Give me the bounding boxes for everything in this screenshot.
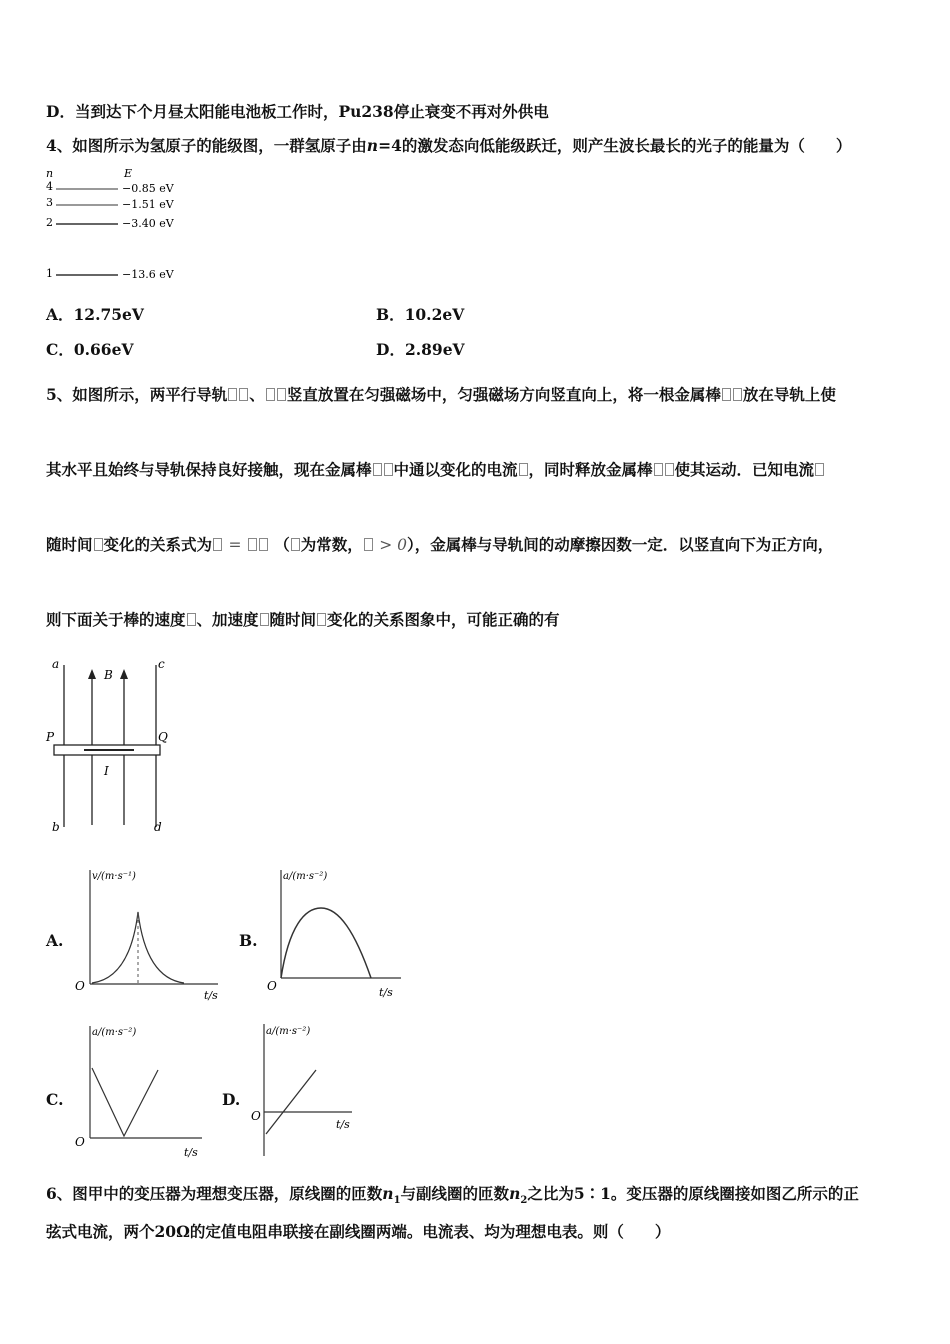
- svg-text:3: 3: [46, 196, 53, 209]
- svg-text:t/s: t/s: [379, 986, 393, 999]
- q5-line-4: 则下面关于棒的速度 、加速度 随时间 变化的关系图象中，可能正确的有: [46, 610, 560, 629]
- q6-line-1: 6、图甲中的变压器为理想变压器，原线圈的匝数$n_1$与副线圈的匝数$n_2$之比为5∶1。变压器的原线圈接如图乙所示的正: [46, 1184, 859, 1207]
- svg-text:d: d: [154, 820, 162, 834]
- graph-d: [248, 1020, 363, 1162]
- q4-option-a: A．12.75eV: [46, 305, 144, 324]
- svg-text:a/(m·s⁻²): a/(m·s⁻²): [266, 1026, 311, 1037]
- svg-text:Q: Q: [158, 730, 168, 744]
- q5-line-2: 其水平且始终与导轨保持良好接触，现在金属棒 中通以变化的电流 ，同时释放金属棒 使其运动．已知电流: [46, 459, 825, 481]
- svg-text:t/s: t/s: [184, 1146, 198, 1159]
- graph-c: [72, 1020, 212, 1162]
- svg-text:1: 1: [46, 267, 53, 280]
- svg-text:O: O: [251, 1109, 261, 1123]
- q4-option-c: C．0.66eV: [46, 340, 134, 359]
- level-3: [46, 196, 175, 211]
- q4-option-b: B．10.2eV: [376, 305, 465, 324]
- graph-a-label: A.: [46, 931, 64, 950]
- svg-text:a: a: [52, 657, 60, 671]
- svg-text:−3.40 eV: −3.40 eV: [122, 217, 174, 230]
- svg-text:−13.6 eV: −13.6 eV: [122, 268, 174, 281]
- svg-text:I: I: [104, 764, 109, 778]
- graph-b-label: B.: [239, 931, 258, 950]
- col-n: n: [46, 167, 54, 180]
- svg-text:−0.85 eV: −0.85 eV: [122, 182, 174, 195]
- graph-a: [72, 866, 222, 1001]
- svg-text:O: O: [75, 1135, 85, 1149]
- svg-text:P: P: [46, 730, 55, 744]
- graph-d-label: D.: [222, 1090, 241, 1109]
- q5-line-3: 随时间 变化的关系式为 = （ 为常数， > 0），金属棒与导轨间的动摩擦因数一定．以竖直向下为正方向，: [46, 535, 834, 554]
- q3-option-d: D．当到达下个月昼太阳能电池板工作时，Pu238停止衰变不再对外供电: [46, 102, 549, 121]
- svg-text:a/(m·s⁻²): a/(m·s⁻²): [92, 1027, 137, 1038]
- svg-text:4: 4: [46, 180, 53, 193]
- svg-text:t/s: t/s: [204, 989, 218, 1001]
- svg-text:2: 2: [46, 216, 53, 229]
- q6-line-2: 弦式电流，两个20Ω的定值电阻串联接在副线圈两端。电流表、均为理想电表。则（ ）: [46, 1222, 671, 1241]
- q4-stem: 4、如图所示为氢原子的能级图，一群氢原子由n=4的激发态向低能级跃迁，则产生波长最长的光子的能量为（ ）: [46, 136, 852, 155]
- svg-text:c: c: [158, 657, 165, 671]
- svg-text:a/(m·s⁻²): a/(m·s⁻²): [283, 871, 328, 882]
- svg-text:t/s: t/s: [336, 1118, 350, 1131]
- svg-text:b: b: [52, 820, 60, 834]
- level-2: [46, 216, 175, 230]
- q4-option-d: D．2.89eV: [376, 340, 465, 359]
- rail-figure: [44, 655, 184, 837]
- q5-line-1: 5、如图所示，两平行导轨 、 竖直放置在匀强磁场中，匀强磁场方向竖直向上，将一根金属棒 放在导轨上使: [46, 385, 836, 404]
- svg-text:O: O: [75, 979, 85, 993]
- svg-text:−1.51 eV: −1.51 eV: [122, 198, 174, 211]
- level-4: [46, 180, 175, 195]
- svg-text:v/(m·s⁻¹): v/(m·s⁻¹): [92, 871, 136, 882]
- energy-level-diagram: [40, 166, 200, 286]
- col-E: E: [124, 167, 133, 180]
- graph-c-label: C.: [46, 1090, 64, 1109]
- svg-text:B: B: [104, 668, 113, 682]
- level-1: [46, 267, 175, 281]
- svg-text:O: O: [267, 979, 277, 993]
- graph-b: [265, 866, 405, 1001]
